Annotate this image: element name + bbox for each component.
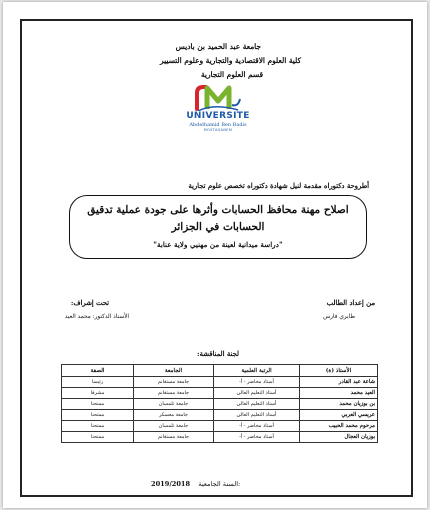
jury-name: بن بوزيان محمد xyxy=(300,399,378,410)
table-row xyxy=(62,432,378,443)
jury-university: جامعة تلمسان xyxy=(134,399,214,410)
supervisor-label: تحت إشراف: xyxy=(70,299,109,307)
thesis-title-line-1: اصلاح مهنة محافظ الحسابات وأثرها على جودة عملية تدقيق xyxy=(87,204,349,216)
jury-role: ممتحنا xyxy=(62,421,134,432)
jury-rank: أستاذ محاضر - أ- xyxy=(214,432,300,443)
thesis-type: أطروحة دكتوراه مقدمة لنيل شهادة دكتوراه تخصص علوم تجارية xyxy=(188,182,369,190)
thesis-title-box xyxy=(69,195,367,259)
jury-name: مرحوم محمد الحبيب xyxy=(300,421,378,432)
university-name: جامعة عبد الحميد بن باديس xyxy=(175,42,261,51)
jury-rank: أستاذ التعليم العالي xyxy=(214,399,300,410)
thesis-title-line-2: الحسابات في الجزائر xyxy=(171,221,265,233)
jury-university: جامعة مستغانم xyxy=(134,377,214,388)
header-professor: الأستاذ (ة) xyxy=(300,365,378,377)
student-name: طايري فارس xyxy=(323,314,355,320)
jury-university: جامعة تلمسان xyxy=(134,421,214,432)
table-row xyxy=(62,410,378,421)
academic-year xyxy=(151,480,240,488)
jury-rank: أستاذ محاضر - أ- xyxy=(214,377,300,388)
university-emblem-icon xyxy=(194,83,242,111)
university-logo xyxy=(184,83,252,143)
jury-role: ممتحنا xyxy=(62,432,134,443)
document-page xyxy=(3,2,427,508)
jury-name: العيد محمد xyxy=(300,388,378,399)
jury-name: شاعة عبد القادر xyxy=(300,377,378,388)
header-rank: الرتبة العلمية xyxy=(214,365,300,377)
jury-table xyxy=(61,364,378,443)
jury-role: ممتحنا xyxy=(62,410,134,421)
logo-subtitle-text: Abdelhamid Ben Badis xyxy=(189,122,247,128)
prepared-by-label: من إعداد الطالب xyxy=(326,299,375,307)
committee-label: لجنة المناقشة: xyxy=(197,350,239,358)
jury-rank: أستاذ محاضر - أ- xyxy=(214,421,300,432)
table-row xyxy=(62,399,378,410)
thesis-subtitle: "دراسة ميدانية لعينة من مهنيي ولاية عنابة" xyxy=(153,240,283,249)
logo-city-text: MOSTAGANEM xyxy=(203,128,233,132)
jury-role: رئيسا xyxy=(62,377,134,388)
academic-year-label: السنة الجامعية: xyxy=(198,480,241,488)
department-name: قسم العلوم التجارية xyxy=(200,70,263,79)
header-role: الصفة xyxy=(62,365,134,377)
supervisor-name: الأستاذ الدكتور: محمد العيد xyxy=(64,314,129,320)
jury-role: مشرفا xyxy=(62,388,134,399)
table-row xyxy=(62,388,378,399)
jury-name: عريسي العربي xyxy=(300,410,378,421)
jury-rank: أستاذ التعليم العالي xyxy=(214,388,300,399)
jury-university: جامعة مستغانم xyxy=(134,432,214,443)
academic-year-value: 2019/2018 xyxy=(151,480,191,488)
jury-university: جامعة معسكر xyxy=(134,410,214,421)
jury-role: ممتحنا xyxy=(62,399,134,410)
table-row xyxy=(62,421,378,432)
jury-name: بوزيان العجال xyxy=(300,432,378,443)
jury-table-header xyxy=(62,365,378,377)
table-row xyxy=(62,377,378,388)
jury-university: جامعة مستغانم xyxy=(134,388,214,399)
logo-university-text: UNIVERSITE xyxy=(186,111,250,121)
header-university: الجامعة xyxy=(134,365,214,377)
faculty-name: كلية العلوم الاقتصادية والتجارية وعلوم التسيير xyxy=(160,56,301,65)
jury-rank: أستاذ التعليم العالي xyxy=(214,410,300,421)
